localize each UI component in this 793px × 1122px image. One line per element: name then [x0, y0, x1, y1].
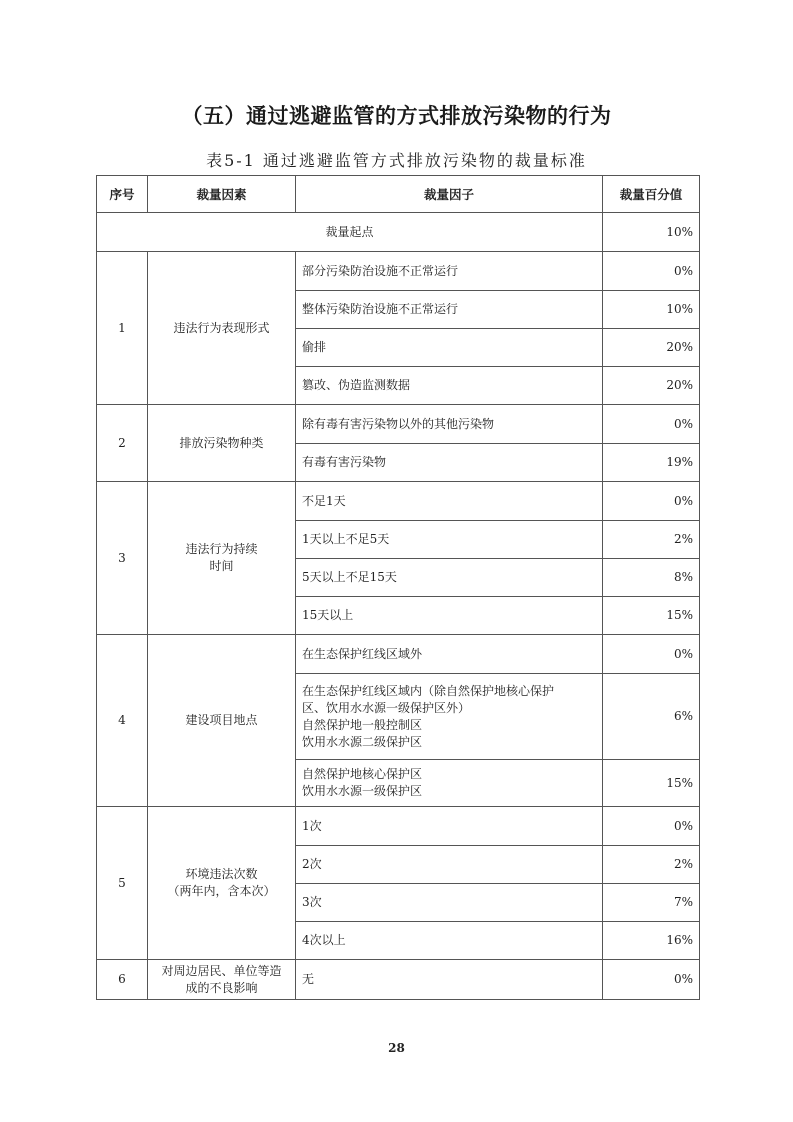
factor-cell: 1次 [296, 807, 603, 846]
page-number: 28 [388, 1041, 405, 1055]
table-row [97, 482, 700, 521]
table-row [97, 405, 700, 444]
value-cell: 0% [603, 252, 700, 291]
factor-line: 区、饮用水水源一级保护区外） [302, 700, 471, 715]
group-index: 6 [97, 960, 148, 1000]
factor-cell: 5天以上不足15天 [296, 559, 603, 597]
element-line: 环境违法次数 [185, 867, 258, 881]
factor-cell: 除有毒有害污染物以外的其他污染物 [296, 405, 603, 444]
value-cell: 0% [603, 405, 700, 444]
group-index: 4 [97, 635, 148, 807]
element-line: 成的不良影响 [185, 980, 258, 995]
header-percent: 裁量百分值 [603, 176, 700, 213]
value-cell: 0% [603, 635, 700, 674]
factor-line: 饮用水水源一级保护区 [302, 784, 423, 798]
group-index: 5 [97, 807, 148, 960]
section-title: （五）通过逃避监管的方式排放污染物的行为 [181, 104, 612, 128]
factor-cell: 整体污染防治设施不正常运行 [296, 291, 603, 329]
element-line: （两年内，含本次） [167, 884, 276, 898]
factor-cell: 15天以上 [296, 597, 603, 635]
table-row [97, 635, 700, 674]
factor-cell: 篡改、伪造监测数据 [296, 367, 603, 405]
factor-cell: 2次 [296, 846, 603, 884]
element-line: 对周边居民、单位等造 [161, 963, 282, 978]
value-cell: 15% [603, 597, 700, 635]
factor-cell: 4次以上 [296, 922, 603, 960]
group-element: 排放污染物种类 [148, 405, 296, 482]
value-cell: 0% [603, 482, 700, 521]
factor-cell [296, 760, 603, 807]
factor-cell: 在生态保护红线区域外 [296, 635, 603, 674]
factor-line: 自然保护地一般控制区 [302, 717, 423, 732]
value-cell: 2% [603, 521, 700, 559]
value-cell: 0% [603, 807, 700, 846]
group-element [148, 807, 296, 960]
group-element [148, 960, 296, 1000]
factor-cell: 无 [296, 960, 603, 1000]
factor-cell: 3次 [296, 884, 603, 922]
table-header-row [97, 176, 700, 213]
header-index: 序号 [97, 176, 148, 213]
factor-cell: 偷排 [296, 329, 603, 367]
factor-cell: 不足1天 [296, 482, 603, 521]
factor-cell: 有毒有害污染物 [296, 444, 603, 482]
value-cell: 0% [603, 960, 700, 1000]
value-cell: 8% [603, 559, 700, 597]
group-index: 2 [97, 405, 148, 482]
table-caption: 表5-1 通过逃避监管方式排放污染物的裁量标准 [206, 151, 587, 170]
group-element [148, 482, 296, 635]
group-index: 1 [97, 252, 148, 405]
table-row [97, 807, 700, 846]
start-value: 10% [603, 213, 700, 252]
factor-cell [296, 674, 603, 760]
value-cell: 10% [603, 291, 700, 329]
table-row [97, 960, 700, 1000]
factor-cell: 部分污染防治设施不正常运行 [296, 252, 603, 291]
value-cell: 20% [603, 329, 700, 367]
group-element: 建设项目地点 [148, 635, 296, 807]
value-cell: 20% [603, 367, 700, 405]
element-line: 时间 [209, 559, 234, 573]
start-label: 裁量起点 [97, 213, 603, 252]
group-element: 违法行为表现形式 [148, 252, 296, 405]
header-element: 裁量因素 [148, 176, 296, 213]
group-index: 3 [97, 482, 148, 635]
start-row [97, 213, 700, 252]
factor-line: 饮用水水源二级保护区 [302, 734, 423, 749]
sanction-table [96, 175, 700, 1000]
factor-line: 在生态保护红线区域内（除自然保护地核心保护 [302, 683, 555, 698]
factor-line: 自然保护地核心保护区 [302, 767, 423, 781]
value-cell: 2% [603, 846, 700, 884]
value-cell: 16% [603, 922, 700, 960]
element-line: 违法行为持续 [185, 542, 258, 556]
factor-cell: 1天以上不足5天 [296, 521, 603, 559]
value-cell: 15% [603, 760, 700, 807]
value-cell: 6% [603, 674, 700, 760]
header-factor: 裁量因子 [296, 176, 603, 213]
table-row [97, 252, 700, 291]
value-cell: 7% [603, 884, 700, 922]
value-cell: 19% [603, 444, 700, 482]
